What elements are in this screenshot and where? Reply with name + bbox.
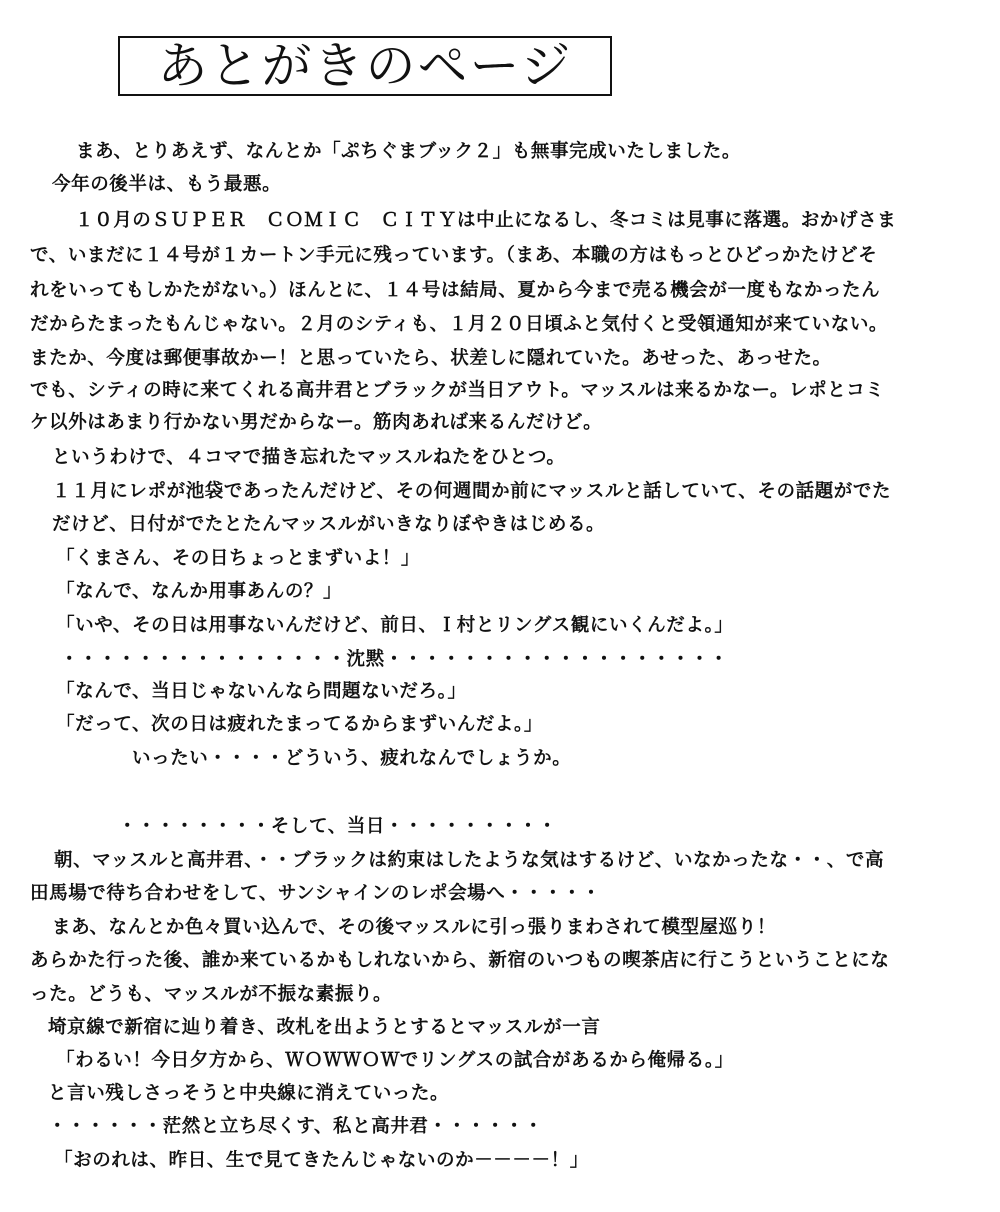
page-title: あとがきのページ	[157, 37, 573, 95]
text-line: れをいってもしかたがない。）ほんとに、１４号は結局、夏から今まで売る機会が一度もなかったん	[30, 280, 881, 301]
text-line: いったい・・・・どういう、疲れなんでしょうか。	[132, 748, 572, 769]
text-line: ケ以外はあまり行かない男だからなー。筋肉あれば来るんだけど。	[30, 412, 603, 433]
text-line: 朝、マッスルと高井君、・・ブラックは約束はしたような気はするけど、いなかったな・・、で高	[54, 850, 885, 871]
text-line: というわけで、４コマで描き忘れたマッスルねたをひとつ。	[52, 447, 566, 468]
text-line: った。どうも、マッスルが不振な素振り。	[30, 984, 393, 1005]
text-line: だけど、日付がでたとたんマッスルがいきなりぼやきはじめる。	[52, 514, 606, 535]
text-line: まあ、なんとか色々買い込んで、その後マッスルに引っ張りまわされて模型屋巡り！	[52, 917, 776, 938]
text-line: またか、今度は郵便事故かー！と思っていたら、状差しに隠れていた。あせった、あっせた。	[30, 348, 832, 369]
title-box	[118, 36, 612, 96]
text-line: で、いまだに１４号が１カートン手元に残っています。（まあ、本職の方はもっとひどっかたけどそ	[30, 245, 878, 266]
text-line: ・・・・・・・・・・・・・・・沈黙・・・・・・・・・・・・・・・・・・	[60, 649, 729, 670]
text-line: １０月のＳＵＰＥＲ ＣＯＭＩＣ ＣＩＴＹは中止になるし、冬コミは見事に落選。おかげさま	[75, 210, 897, 231]
text-line: でも、シティの時に来てくれる高井君とブラックが当日アウト。マッスルは来るかなー。レポとコミ	[30, 380, 885, 401]
text-line: 「おのれは、昨日、生で見てきたんじゃないのか－－－－！」	[54, 1150, 589, 1171]
text-line: 「だって、次の日は疲れたまってるからまずいんだよ。」	[56, 714, 543, 735]
text-line: 「いや、その日は用事ないんだけど、前日、Ｉ村とリングス観にいくんだよ。」	[56, 615, 734, 636]
text-line: 「なんで、当日じゃないんなら問題ないだろ。」	[56, 681, 467, 702]
text-line: 「くまさん、その日ちょっとまずいよ！」	[56, 548, 421, 569]
text-line: だからたまったもんじゃない。２月のシティも、１月２０日頃ふと気付くと受領通知が来ていない。	[30, 314, 889, 335]
text-line: 「なんで、なんか用事あんの？」	[56, 581, 343, 602]
text-line: 田馬場で待ち合わせをして、サンシャインのレポ会場へ・・・・・	[30, 883, 601, 904]
text-line: ・・・・・・・・そして、当日・・・・・・・・・	[118, 816, 557, 837]
text-line: 今年の後半は、もう最悪。	[52, 174, 282, 195]
text-line: 「わるい！今日夕方から、ＷＯＷＷＯＷでリングスの試合があるから俺帰る。」	[56, 1050, 734, 1071]
text-line: あらかた行った後、誰か来ているかもしれないから、新宿のいつもの喫茶店に行こうということにな	[30, 950, 890, 971]
text-line: まあ、とりあえず、なんとか「ぷちぐまブック２」も無事完成いたしました。	[76, 141, 741, 162]
text-line: 埼京線で新宿に辿り着き、改札を出ようとするとマッスルが一言	[48, 1017, 601, 1038]
text-line: ・・・・・・茫然と立ち尽くす、私と高井君・・・・・・	[48, 1116, 544, 1137]
text-line: と言い残しさっそうと中央線に消えていった。	[48, 1083, 450, 1104]
text-line: １１月にレポが池袋であったんだけど、その何週間か前にマッスルと話していて、その話題がでた	[52, 481, 892, 502]
